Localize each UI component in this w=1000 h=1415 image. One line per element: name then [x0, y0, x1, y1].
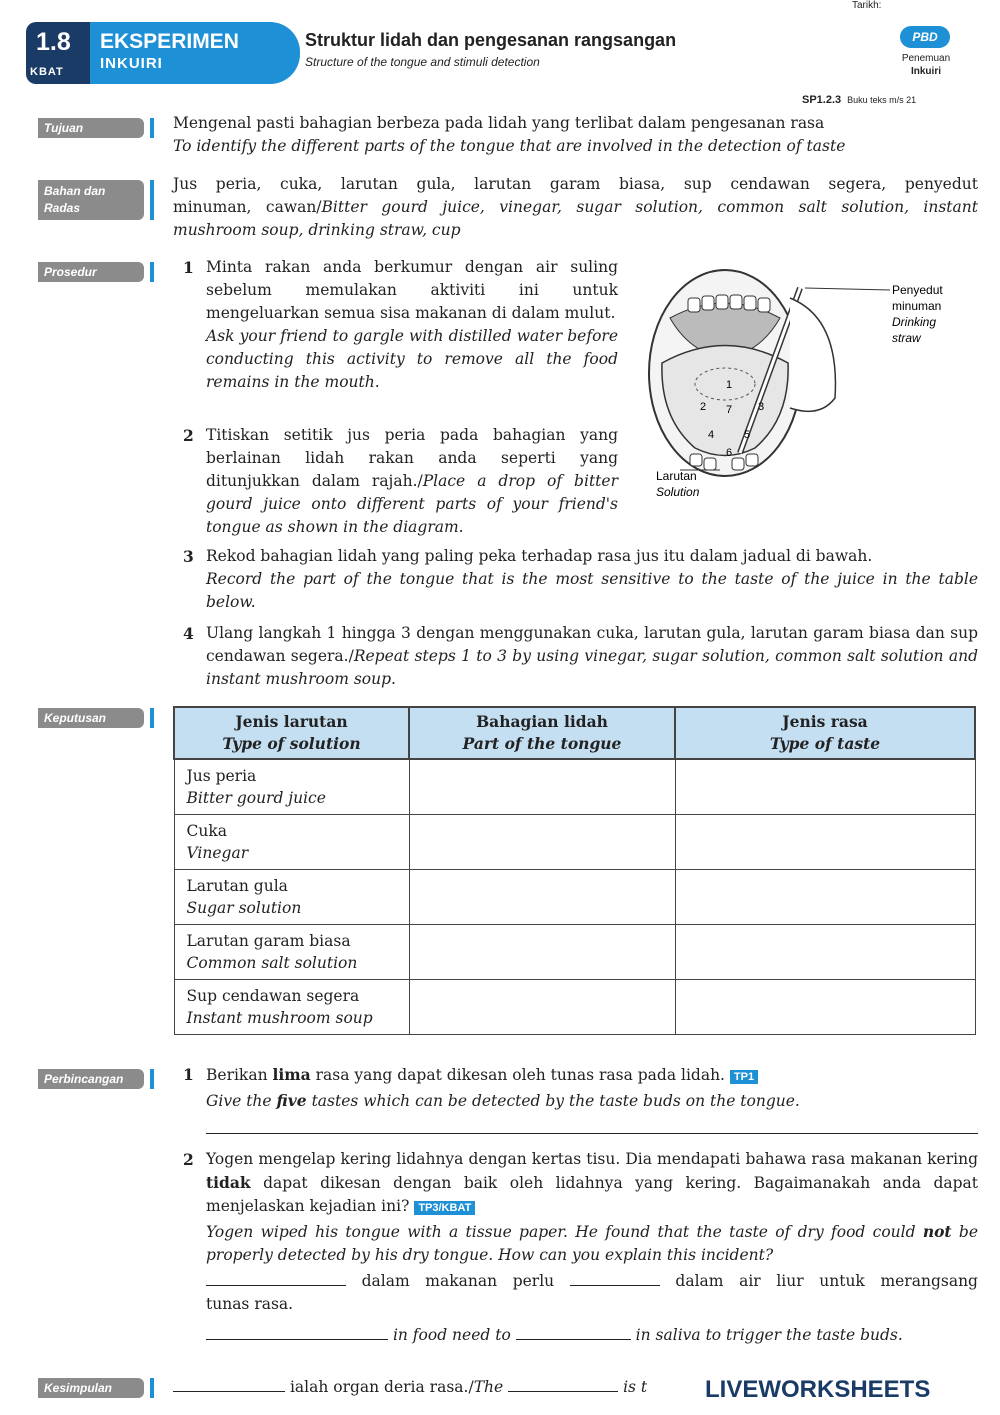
kbat-tag: KBAT [30, 66, 64, 78]
taste-type-answer-cell[interactable] [675, 759, 975, 815]
region-2: 2 [700, 401, 707, 413]
header-solution: Jenis larutan Type of solution [174, 707, 409, 759]
solution-cell: Sup cendawan segera Instant mushroom soup [174, 980, 409, 1035]
pbd-caption: Penemuan Inkuiri [901, 53, 951, 77]
liveworksheets-watermark: LIVEWORKSHEETS [705, 1376, 931, 1403]
aim-text [173, 112, 978, 158]
answer-en: in food need to in saliva to trigger the taste buds. [206, 1324, 978, 1347]
straw-label-en2: straw [892, 331, 921, 345]
materials-text: Jus peria, cuka, larutan gula, larutan garam biasa, sup cendawan segera, penyedut minuman, cawan/Bitter gourd juice, vinegar, sugar solution, common salt solution, instant mushroom soup, drinking straw, cup [173, 175, 978, 239]
answer-ms: dalam makanan perlu dalam air liur untuk merangsang tunas rasa. [206, 1272, 978, 1313]
tp3-kbat-tag: TP3/KBAT [414, 1201, 475, 1215]
blank-5[interactable] [173, 1377, 285, 1392]
region-7: 7 [726, 404, 733, 416]
procedure-step-1: 1 Minta rakan anda berkumur dengan air suling sebelum memulakan aktiviti ini untuk mengeluarkan semua sisa makanan di dalam mulut. Ask your friend to gargle with distilled water before conducting this activity to remove all the food remains in the mouth. [183, 258, 618, 391]
solution-label-en: Solution [656, 485, 700, 499]
table-row [174, 980, 975, 1035]
procedure-step-4: 4 Ulang langkah 1 hingga 3 dengan menggunakan cuka, larutan gula, larutan garam biasa dan sup cendawan segera./Repeat steps 1 to 3 by using vinegar, sugar solution, common salt solution and instant mushroom soup. [183, 624, 978, 688]
label-tujuan: Tujuan [38, 118, 144, 138]
solution-cell: Larutan garam biasa Common salt solution [174, 925, 409, 980]
page-subtitle: Structure of the tongue and stimuli detection [305, 55, 540, 69]
table-row [174, 870, 975, 925]
aim-ms: Mengenal pasti bahagian berbeza pada lidah yang terlibat dalam pengesanan rasa [173, 114, 825, 132]
discussion-q1: 1 Berikan lima rasa yang dapat dikesan oleh tunas rasa pada lidah. TP1 Give the five tastes which can be detected by the taste buds on the tongue. [183, 1065, 800, 1110]
page-title: Struktur lidah dan pengesanan rangsangan [305, 30, 677, 50]
conclusion-text: ialah organ deria rasa./The is t [173, 1376, 703, 1399]
blank-1[interactable] [206, 1271, 346, 1286]
region-5: 5 [744, 429, 751, 441]
aim-en: To identify the different parts of the tongue that are involved in the detection of taste [173, 137, 846, 155]
region-6: 6 [726, 447, 733, 459]
table-row [174, 815, 975, 870]
date-label: Tarikh: [852, 0, 882, 11]
procedure-step-2: 2 Titiskan setitik jus peria pada bahagian yang berlainan lidah rakan anda seperti yang ditunjukkan dalam rajah./Place a drop of bitter gourd juice onto different parts of your friend's tongue as shown in the diagram. [183, 426, 618, 536]
region-1: 1 [726, 379, 733, 391]
label-kesimpulan: Kesimpulan [38, 1378, 144, 1398]
tongue-part-answer-cell[interactable] [409, 759, 675, 815]
tongue-part-answer-cell[interactable] [409, 925, 675, 980]
blank-4[interactable] [516, 1325, 631, 1340]
tongue-part-answer-cell[interactable] [409, 870, 675, 925]
procedure-step-3: 3 Rekod bahagian lidah yang paling peka terhadap rasa jus itu dalam jadual di bawah. Record the part of the tongue that is the most sensitive to the taste of the juice in the table below. [183, 547, 978, 611]
header-taste-type: Jenis rasa Type of taste [675, 707, 975, 759]
taste-type-answer-cell[interactable] [675, 870, 975, 925]
results-table [173, 706, 976, 1035]
header-tongue-part: Bahagian lidah Part of the tongue [409, 707, 675, 759]
tongue-diagram [640, 258, 980, 508]
blank-6[interactable] [508, 1377, 618, 1392]
tp1-tag: TP1 [730, 1070, 758, 1084]
solution-cell: Jus peria Bitter gourd juice [174, 759, 409, 815]
taste-type-answer-cell[interactable] [675, 815, 975, 870]
solution-cell: Cuka Vinegar [174, 815, 409, 870]
solution-cell: Larutan gula Sugar solution [174, 870, 409, 925]
blank-2[interactable] [570, 1271, 660, 1286]
discussion-q2: 2 Yogen mengelap kering lidahnya dengan kertas tisu. Dia mendapati bahawa rasa makanan kering tidak dapat dikesan dengan baik oleh lidahnya yang kering. Bagaimanakah anda dapat menjelaskan kejadian ini? TP3/KBAT Yogen wiped his tongue with a tissue paper. He found that the taste of dry food could not be properly detected by his dry tongue. How can you explain this incident? [183, 1150, 978, 1264]
table-header-row [174, 707, 975, 759]
tongue-part-answer-cell[interactable] [409, 815, 675, 870]
straw-label-en1: Drinking [892, 315, 937, 329]
label-keputusan: Keputusan [38, 708, 144, 728]
syllabus-reference: SP1.2.3 Buku teks m/s 21 [802, 94, 917, 106]
taste-type-answer-cell[interactable] [675, 980, 975, 1035]
answer-line-q1[interactable] [206, 1133, 978, 1134]
solution-label-ms: Larutan [656, 469, 697, 483]
region-4: 4 [708, 429, 715, 441]
activity-subtype: INKUIRI [100, 55, 163, 72]
activity-number: 1.8 [36, 28, 71, 56]
pbd-badge: PBD [900, 26, 950, 48]
straw-label-ms2: minuman [892, 299, 942, 313]
label-perbincangan: Perbincangan [38, 1069, 144, 1089]
table-row [174, 759, 975, 815]
label-prosedur: Prosedur [38, 262, 144, 282]
taste-type-answer-cell[interactable] [675, 925, 975, 980]
table-row [174, 925, 975, 980]
tongue-part-answer-cell[interactable] [409, 980, 675, 1035]
region-3: 3 [758, 401, 765, 413]
straw-label-ms1: Penyedut [892, 283, 943, 297]
blank-3[interactable] [206, 1325, 388, 1340]
activity-type: EKSPERIMEN [100, 30, 239, 53]
label-bahan: Bahan dan Radas [38, 180, 144, 220]
